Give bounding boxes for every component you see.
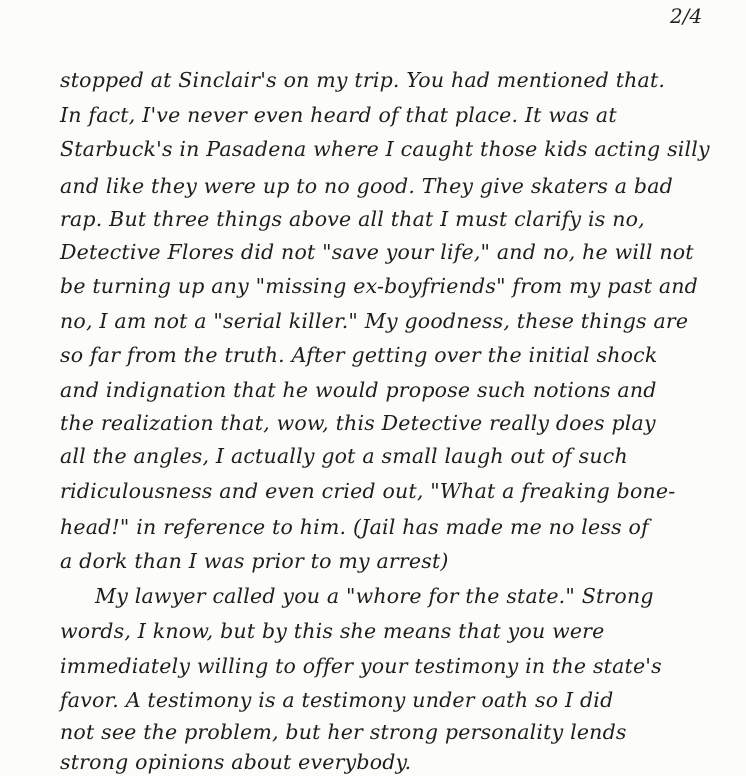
letter-line: immediately willing to offer your testimony in the state's bbox=[60, 654, 662, 678]
letter-line: stopped at Sinclair's on my trip. You had mentioned that. bbox=[60, 68, 666, 92]
letter-line: no, I am not a "serial killer." My goodness, these things are bbox=[60, 309, 689, 333]
letter-line: all the angles, I actually got a small laugh out of such bbox=[60, 444, 628, 468]
letter-line: ridiculousness and even cried out, "What a freaking bone- bbox=[60, 479, 676, 503]
letter-line: words, I know, but by this she means that you were bbox=[60, 619, 605, 643]
letter-line: and like they were up to no good. They give skaters a bad bbox=[60, 174, 673, 198]
letter-line: strong opinions about everybody. bbox=[60, 750, 412, 774]
letter-line: so far from the truth. After getting over the initial shock bbox=[60, 343, 658, 367]
letter-line: favor. A testimony is a testimony under oath so I did bbox=[60, 688, 614, 712]
letter-line: the realization that, wow, this Detective really does play bbox=[60, 411, 656, 435]
letter-line: My lawyer called you a "whore for the state." Strong bbox=[95, 584, 654, 608]
letter-line: be turning up any "missing ex-boyfriends" from my past and bbox=[60, 274, 699, 298]
letter-line: and indignation that he would propose such notions and bbox=[60, 378, 657, 402]
page-number: 2/4 bbox=[670, 4, 703, 28]
letter-line: head!" in reference to him. (Jail has made me no less of bbox=[60, 515, 649, 539]
letter-line: rap. But three things above all that I must clarify is no, bbox=[60, 207, 645, 231]
letter-line: Detective Flores did not "save your life," and no, he will not bbox=[60, 240, 694, 264]
letter-line: In fact, I've never even heard of that place. It was at bbox=[60, 103, 617, 127]
letter-line: a dork than I was prior to my arrest) bbox=[60, 549, 449, 573]
letter-line: Starbuck's in Pasadena where I caught those kids acting silly bbox=[60, 137, 710, 161]
letter-line: not see the problem, but her strong personality lends bbox=[60, 720, 627, 744]
